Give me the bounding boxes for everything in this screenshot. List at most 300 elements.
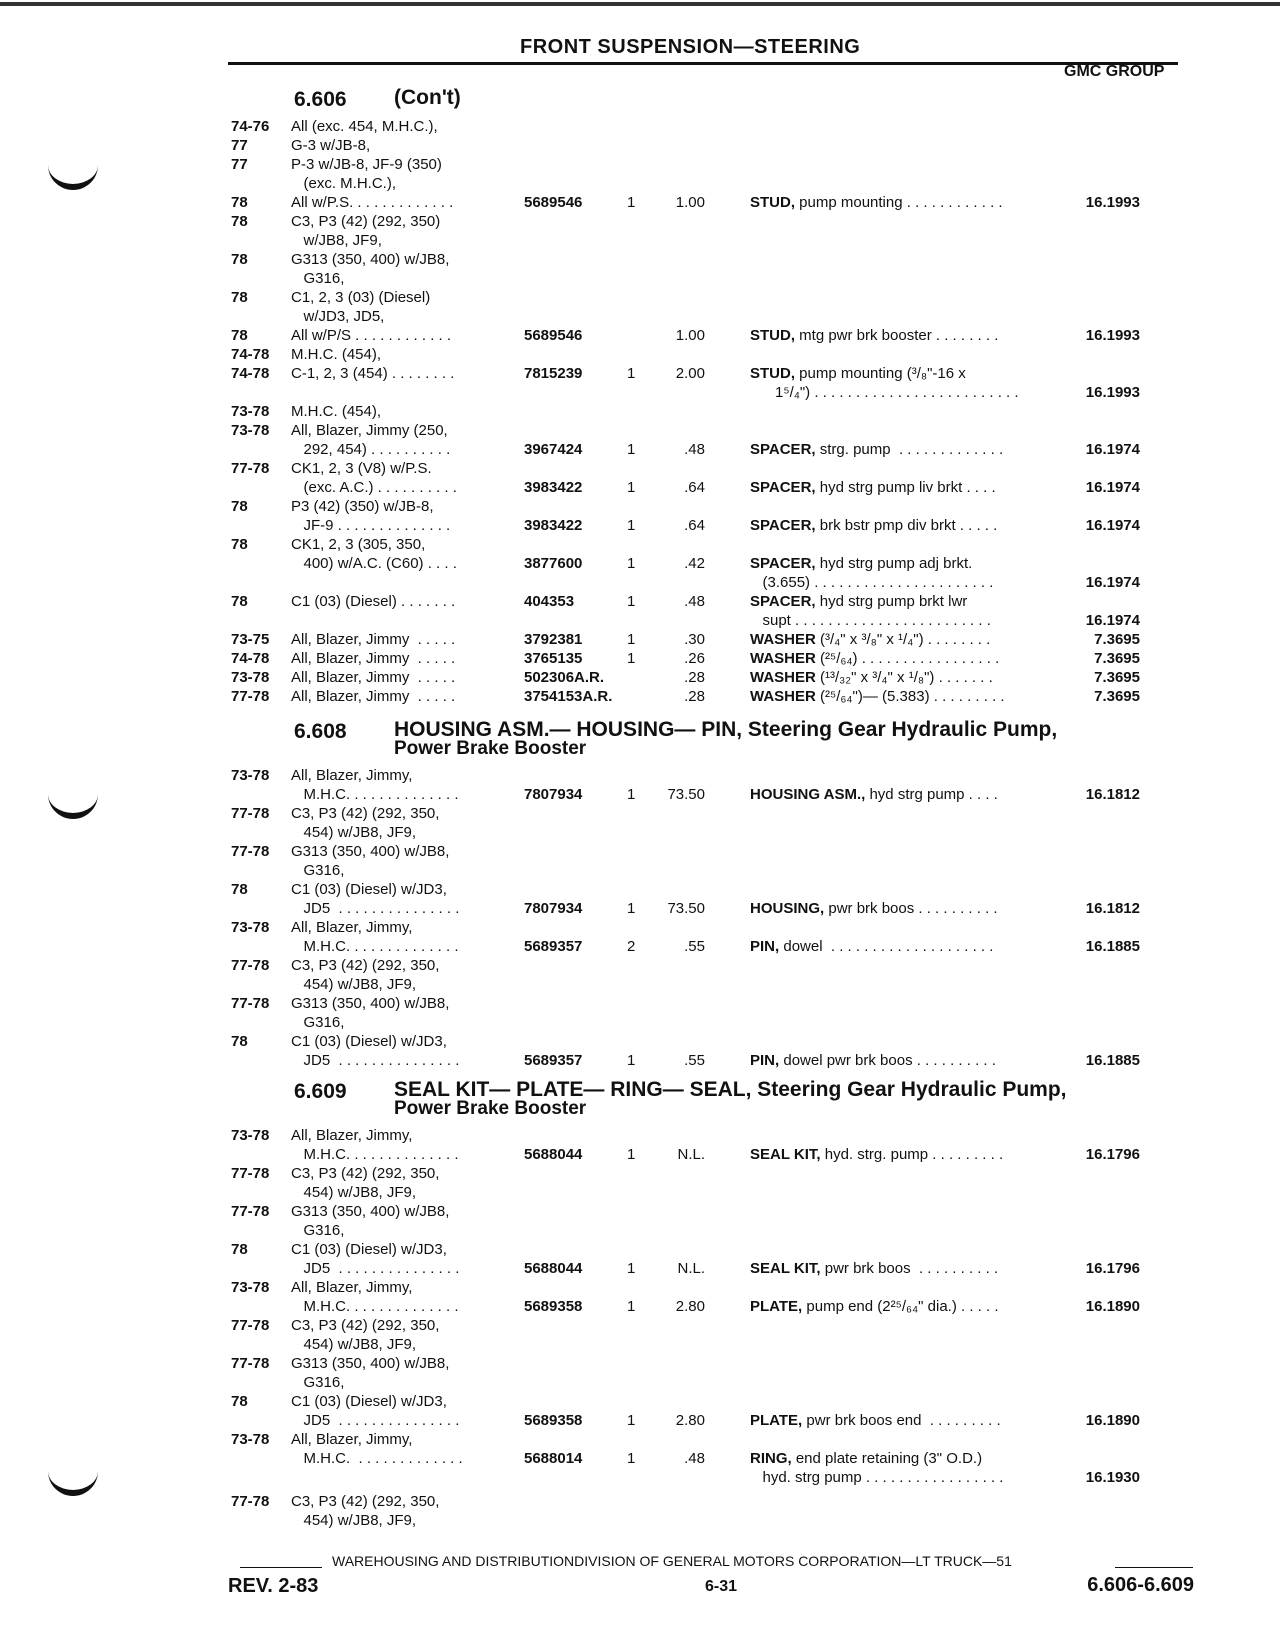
application: JD5 . . . . . . . . . . . . . . . [291,1052,460,1069]
catalog-row [0,212,1280,231]
catalog-row [0,975,1280,994]
part-number: 3983422 [524,479,583,496]
part-detail: end plate retaining (3" O.D.) [791,1450,983,1467]
catalog-row [0,1202,1280,1221]
application: All, Blazer, Jimmy, [291,767,413,784]
application: C3, P3 (42) (292, 350, [291,805,440,822]
model-years: 78 [231,327,248,344]
catalog-row [0,345,1280,364]
price: .26 [684,650,705,667]
application: M.H.C. (454), [291,403,382,420]
part-name: WASHER [750,631,816,648]
group-number: 16.1796 [1085,1260,1140,1277]
application: (exc. A.C.) . . . . . . . . . . [291,479,457,496]
part-number: 404353 [524,593,575,610]
catalog-row [0,440,1280,459]
application: 400) w/A.C. (C60) . . . . [291,555,457,572]
application: All (exc. 454, M.H.C.), [291,118,438,135]
application: G313 (350, 400) w/JB8, [291,251,450,268]
part-description [750,592,967,611]
catalog-row [0,937,1280,956]
model-years: 78 [231,881,248,898]
quantity: 1 [627,1298,636,1315]
application: M.H.C. . . . . . . . . . . . . . [291,786,459,803]
catalog-row [0,307,1280,326]
part-description [750,630,990,649]
application: M.H.C. (454), [291,346,382,363]
part-name: WASHER [750,669,816,686]
part-number: 7815239 [524,365,583,382]
group-number: 16.1796 [1085,1146,1140,1163]
catalog-row [0,288,1280,307]
price: .64 [684,479,705,496]
model-years: 78 [231,536,248,553]
part-name: SPACER, [750,517,816,534]
part-description [750,937,993,956]
application: M.H.C. . . . . . . . . . . . . . [291,1146,459,1163]
catalog-row [0,1240,1280,1259]
catalog-row [0,804,1280,823]
part-name: WASHER [750,650,816,667]
price: .55 [684,938,705,955]
part-name: STUD, [750,365,795,382]
application: All, Blazer, Jimmy, [291,919,413,936]
part-description [750,611,991,630]
catalog-row [0,1468,1280,1487]
group-number: 16.1993 [1085,384,1140,401]
part-description [750,383,1019,402]
part-detail: supt . . . . . . . . . . . . . . . . . . . . . . . . [750,612,991,629]
group-number: 16.1930 [1085,1469,1140,1486]
price: 73.50 [667,786,705,803]
part-number: 5688014 [524,1450,583,1467]
application: C1 (03) (Diesel) . . . . . . . [291,593,456,610]
catalog-row [0,1221,1280,1240]
model-years: 73-78 [231,919,270,936]
quantity: 1 [627,555,636,572]
header-divider [228,62,1178,65]
price: N.L. [677,1260,705,1277]
quantity: 1 [627,650,636,667]
part-number: 5688044 [524,1260,583,1277]
application: CK1, 2, 3 (305, 350, [291,536,426,553]
catalog-row [0,668,1280,687]
quantity: 1 [627,1450,636,1467]
price: .64 [684,517,705,534]
application: P3 (42) (350) w/JB-8, [291,498,434,515]
model-years: 78 [231,1033,248,1050]
model-years: 73-78 [231,403,270,420]
group-number: 16.1885 [1085,1052,1140,1069]
catalog-row [0,459,1280,478]
part-number: 3792381 [524,631,583,648]
model-years: 78 [231,593,248,610]
quantity: 1 [627,631,636,648]
application: All, Blazer, Jimmy (250, [291,422,448,439]
catalog-row [0,918,1280,937]
catalog-row [0,155,1280,174]
part-name: SPACER, [750,593,816,610]
quantity: 1 [627,365,636,382]
part-name: HOUSING ASM., [750,786,866,803]
price: 1.00 [675,327,705,344]
group-number: 16.1812 [1085,786,1140,803]
part-detail: brk bstr pmp div brkt . . . . . [815,517,998,534]
model-years: 77-78 [231,1355,270,1372]
model-years: 78 [231,213,248,230]
model-years: 77-78 [231,688,270,705]
model-years: 77-78 [231,1317,270,1334]
group-number: 16.1885 [1085,938,1140,955]
part-name: SEAL KIT, [750,1260,821,1277]
application: C3, P3 (42) (292, 350, [291,1165,440,1182]
part-description [750,1145,1003,1164]
footer-rule [1115,1567,1193,1568]
application: 454) w/JB8, JF9, [291,1512,417,1529]
part-number: 3983422 [524,517,583,534]
quantity: 1 [627,479,636,496]
part-description [750,1411,1001,1430]
application: C1, 2, 3 (03) (Diesel) [291,289,431,306]
part-detail: (3.655) . . . . . . . . . . . . . . . . . . . . . . [750,574,994,591]
quantity: 1 [627,593,636,610]
section-range: 6.606-6.609 [1087,1574,1194,1596]
application: C1 (03) (Diesel) w/JD3, [291,1033,447,1050]
quantity: 1 [627,1260,636,1277]
group-number: 7.3695 [1094,631,1140,648]
part-number: 3765135 [524,650,583,667]
group-number: 16.1974 [1085,441,1140,458]
section-title-line2: Power Brake Booster [394,1098,587,1119]
catalog-row [0,823,1280,842]
footer-rule [240,1567,322,1568]
application: G313 (350, 400) w/JB8, [291,843,450,860]
group-number: 7.3695 [1094,688,1140,705]
part-number: 5689546 [524,194,583,211]
application: All, Blazer, Jimmy . . . . . [291,669,456,686]
quantity: 1 [627,1146,636,1163]
application: 454) w/JB8, JF9, [291,824,417,841]
catalog-row [0,1511,1280,1530]
model-years: 73-78 [231,422,270,439]
application: 292, 454) . . . . . . . . . . [291,441,451,458]
part-detail: hyd strg pump adj brkt. [815,555,973,572]
part-detail: pwr brk boos . . . . . . . . . . [824,900,998,917]
model-years: 73-78 [231,1127,270,1144]
part-detail: pwr brk boos end . . . . . . . . . [802,1412,1001,1429]
model-years: 77-78 [231,1203,270,1220]
part-number: 502306A.R. [524,669,605,686]
part-detail: (²⁵/₆₄")— (5.383) . . . . . . . . . [815,688,1005,705]
group-number: 16.1812 [1085,900,1140,917]
part-detail: (¹³/₃₂" x ³/₄" x ¹/₈") . . . . . . . [815,669,993,686]
footer-text: WAREHOUSING AND DISTRIBUTIONDIVISION OF GENERAL MOTORS CORPORATION—LT TRUCK—51 [332,1553,1012,1569]
catalog-row [0,1316,1280,1335]
quantity: 1 [627,517,636,534]
catalog-row [0,1354,1280,1373]
price: .48 [684,593,705,610]
part-name: SPACER, [750,555,816,572]
application: C-1, 2, 3 (454) . . . . . . . . [291,365,455,382]
application: C3, P3 (42) (292, 350, [291,957,440,974]
part-number: 7807934 [524,786,583,803]
catalog-row [0,630,1280,649]
model-years: 78 [231,1393,248,1410]
catalog-row [0,364,1280,383]
part-detail: (³/₄" x ³/₈" x ¹/₄") . . . . . . . . [815,631,991,648]
application: 454) w/JB8, JF9, [291,976,417,993]
model-years: 77 [231,156,248,173]
part-detail: pump mounting (³/₈"-16 x [795,365,966,382]
part-description [750,1297,999,1316]
price: .48 [684,1450,705,1467]
application: 454) w/JB8, JF9, [291,1336,417,1353]
revision-label: REV. 2-83 [228,1575,319,1597]
application: G316, [291,1014,345,1031]
page-number: 6-31 [705,1578,738,1595]
part-description [750,899,998,918]
catalog-row [0,231,1280,250]
model-years: 73-78 [231,1279,270,1296]
catalog-row [0,1430,1280,1449]
catalog-row [0,1051,1280,1070]
section-code: 6.609 [294,1080,347,1103]
model-years: 77-78 [231,805,270,822]
model-years: 77-78 [231,1493,270,1510]
model-years: 77-78 [231,1165,270,1182]
application: All, Blazer, Jimmy, [291,1127,413,1144]
application: All, Blazer, Jimmy, [291,1279,413,1296]
model-years: 74-78 [231,346,270,363]
application: C1 (03) (Diesel) w/JD3, [291,1241,447,1258]
section-code: 6.606 [294,88,347,111]
catalog-row [0,136,1280,155]
application: All, Blazer, Jimmy . . . . . [291,650,456,667]
application: G316, [291,1374,345,1391]
application: G316, [291,862,345,879]
part-number: 5689357 [524,1052,583,1069]
catalog-row [0,250,1280,269]
catalog-row [0,1013,1280,1032]
price: .30 [684,631,705,648]
application: JF-9 . . . . . . . . . . . . . . [291,517,451,534]
part-number: 3754153A.R. [524,688,613,705]
catalog-row [0,402,1280,421]
part-description [750,440,1003,459]
part-name: PIN, [750,1052,780,1069]
part-description [750,649,999,668]
group-number: 16.1974 [1085,612,1140,629]
application: C3, P3 (42) (292, 350) [291,213,441,230]
catalog-row [0,687,1280,706]
catalog-row [0,174,1280,193]
part-detail: dowel . . . . . . . . . . . . . . . . . . . . [779,938,994,955]
catalog-row [0,611,1280,630]
catalog-row [0,117,1280,136]
model-years: 78 [231,289,248,306]
part-name: SPACER, [750,441,816,458]
application: G313 (350, 400) w/JB8, [291,1203,450,1220]
application: M.H.C. . . . . . . . . . . . . . [291,938,459,955]
quantity: 1 [627,1052,636,1069]
quantity: 1 [627,441,636,458]
catalog-row [0,1449,1280,1468]
application: JD5 . . . . . . . . . . . . . . . [291,900,460,917]
application: C3, P3 (42) (292, 350, [291,1493,440,1510]
application: JD5 . . . . . . . . . . . . . . . [291,1260,460,1277]
model-years: 74-78 [231,365,270,382]
catalog-row [0,421,1280,440]
part-detail: hyd strg pump brkt lwr [815,593,968,610]
catalog-row [0,516,1280,535]
group-label: GMC GROUP [1064,63,1165,80]
catalog-row [0,649,1280,668]
catalog-row [0,535,1280,554]
model-years: 78 [231,194,248,211]
price: .28 [684,688,705,705]
price: .55 [684,1052,705,1069]
catalog-row [0,1335,1280,1354]
part-detail: mtg pwr brk booster . . . . . . . . [795,327,999,344]
part-number: 3877600 [524,555,583,572]
group-number: 16.1890 [1085,1298,1140,1315]
part-name: HOUSING, [750,900,825,917]
application: G316, [291,270,345,287]
application: G-3 w/JB-8, [291,137,371,154]
quantity: 1 [627,900,636,917]
price: 2.80 [675,1298,705,1315]
model-years: 73-78 [231,767,270,784]
application: JD5 . . . . . . . . . . . . . . . [291,1412,460,1429]
scan-top-border [0,2,1280,6]
price: .42 [684,555,705,572]
catalog-row [0,1032,1280,1051]
application: All, Blazer, Jimmy . . . . . [291,688,456,705]
catalog-row [0,880,1280,899]
catalog-row [0,956,1280,975]
part-name: STUD, [750,194,795,211]
group-number: 7.3695 [1094,669,1140,686]
model-years: 77-78 [231,460,270,477]
application: G313 (350, 400) w/JB8, [291,995,450,1012]
price: 1.00 [675,194,705,211]
part-detail: strg. pump . . . . . . . . . . . . . [815,441,1004,458]
catalog-row [0,478,1280,497]
section-title: HOUSING ASM.— HOUSING— PIN, Steering Gear Hydraulic Pump, [394,718,1058,741]
catalog-row [0,573,1280,592]
part-description [750,1449,982,1468]
catalog-row [0,842,1280,861]
part-description [750,364,966,383]
part-number: 5689357 [524,938,583,955]
part-name: WASHER [750,688,816,705]
part-description [750,668,993,687]
model-years: 77-78 [231,957,270,974]
part-detail: pwr brk boos . . . . . . . . . . [820,1260,999,1277]
application: w/JD3, JD5, [291,308,385,325]
application: All w/P/S . . . . . . . . . . . . [291,327,452,344]
price: .48 [684,441,705,458]
catalog-row [0,1278,1280,1297]
application: G313 (350, 400) w/JB8, [291,1355,450,1372]
group-number: 16.1974 [1085,574,1140,591]
quantity: 2 [627,938,636,955]
section-title: SEAL KIT— PLATE— RING— SEAL, Steering Gear Hydraulic Pump, [394,1078,1067,1101]
application: All w/P.S. . . . . . . . . . . . . [291,194,454,211]
application: P-3 w/JB-8, JF-9 (350) [291,156,442,173]
part-name: STUD, [750,327,795,344]
quantity: 1 [627,194,636,211]
catalog-row [0,592,1280,611]
group-number: 16.1974 [1085,479,1140,496]
quantity: 1 [627,786,636,803]
part-description [750,193,1003,212]
part-detail: pump end (2²⁵/₆₄" dia.) . . . . . [802,1298,999,1315]
catalog-row [0,1126,1280,1145]
price: 73.50 [667,900,705,917]
catalog-row [0,554,1280,573]
model-years: 78 [231,1241,248,1258]
price: 2.80 [675,1412,705,1429]
section-code: 6.608 [294,720,347,743]
model-years: 78 [231,251,248,268]
page-title: FRONT SUSPENSION—STEERING [520,36,861,58]
application: All, Blazer, Jimmy . . . . . [291,631,456,648]
application: All, Blazer, Jimmy, [291,1431,413,1448]
part-name: SPACER, [750,479,816,496]
part-number: 5688044 [524,1146,583,1163]
catalog-row [0,1492,1280,1511]
price: N.L. [677,1146,705,1163]
part-description [750,785,998,804]
part-detail: hyd. strg pump . . . . . . . . . . . . . . . . . [750,1469,1004,1486]
catalog-row [0,899,1280,918]
catalog-row [0,383,1280,402]
model-years: 78 [231,498,248,515]
model-years: 77-78 [231,995,270,1012]
catalog-row [0,785,1280,804]
application: C1 (03) (Diesel) w/JD3, [291,1393,447,1410]
part-number: 5689546 [524,327,583,344]
price: .28 [684,669,705,686]
group-number: 16.1993 [1085,194,1140,211]
catalog-row [0,497,1280,516]
part-detail: dowel pwr brk boos . . . . . . . . . . [779,1052,996,1069]
section-title: (Con't) [394,86,461,109]
catalog-row [0,1373,1280,1392]
part-description [750,1468,1003,1487]
model-years: 77-78 [231,843,270,860]
part-description [750,326,998,345]
catalog-row [0,861,1280,880]
application: M.H.C. . . . . . . . . . . . . . [291,1450,463,1467]
model-years: 73-78 [231,669,270,686]
catalog-row [0,1392,1280,1411]
part-detail: 1⁵/₄") . . . . . . . . . . . . . . . . . . . . . . . . . [750,384,1019,401]
catalog-row [0,1164,1280,1183]
application: (exc. M.H.C.), [291,175,396,192]
catalog-row [0,1411,1280,1430]
part-description [750,1051,996,1070]
catalog-row [0,766,1280,785]
model-years: 74-76 [231,118,270,135]
application: C3, P3 (42) (292, 350, [291,1317,440,1334]
group-number: 16.1890 [1085,1412,1140,1429]
part-number: 7807934 [524,900,583,917]
catalog-row [0,1183,1280,1202]
application: 454) w/JB8, JF9, [291,1184,417,1201]
group-number: 16.1974 [1085,517,1140,534]
